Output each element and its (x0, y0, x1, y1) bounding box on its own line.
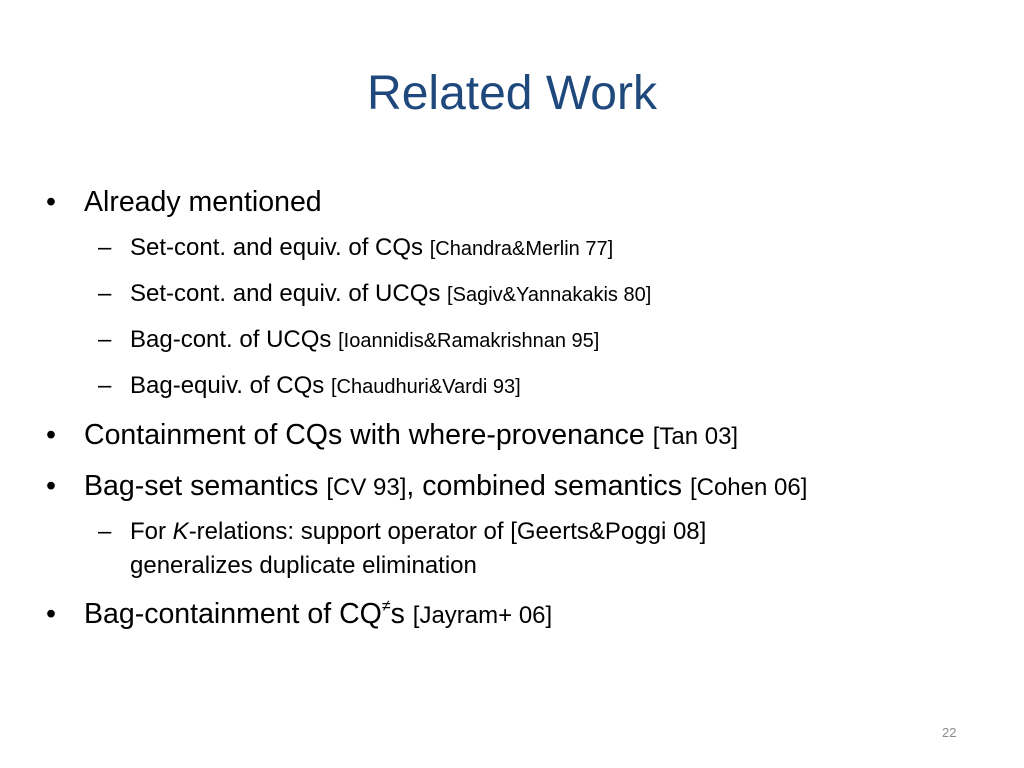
sub-bullet-line2: generalizes duplicate elimination (130, 552, 477, 579)
page-number: 22 (942, 725, 957, 740)
dash-icon: – (98, 326, 112, 353)
bullet-text: Containment of CQs with where-provenance (84, 419, 645, 451)
citation: [Chandra&Merlin 77] (429, 238, 614, 260)
sub-bullet-text-cont: -relations: support operator of [Geerts&Poggi 08] (188, 518, 707, 545)
dash-icon: – (98, 280, 112, 307)
sub-bullet-bag-cont (46, 323, 996, 358)
bullet-text: Already mentioned (84, 186, 322, 218)
k-italic: K (172, 518, 189, 545)
sub-bullet-text: For (130, 518, 166, 545)
dash-icon: – (98, 372, 112, 399)
bullet-text: Bag-set semantics (84, 470, 319, 502)
dash-icon: – (98, 234, 112, 261)
bullet-containment (46, 415, 996, 457)
citation: [CV 93] (326, 474, 407, 501)
bullet-text-cont: , combined semantics (406, 470, 683, 502)
sub-bullet-k-relations (46, 515, 996, 583)
bullet-icon: • (46, 470, 56, 502)
slide-body (46, 182, 996, 648)
sub-bullet-text: Bag-equiv. of CQs (130, 372, 325, 399)
citation: [Ioannidis&Ramakrishnan 95] (338, 330, 600, 352)
bullet-icon: • (46, 186, 56, 218)
slide-title: Related Work (367, 67, 657, 120)
bullet-icon: • (46, 419, 56, 451)
sub-bullet-text: Set-cont. and equiv. of UCQs (130, 280, 441, 307)
bullet-text: Bag-containment of CQ (84, 598, 382, 630)
citation: [Sagiv&Yannakakis 80] (447, 284, 652, 306)
sub-bullet-bag-equiv (46, 369, 996, 404)
bullet-already-mentioned (46, 182, 996, 222)
sub-bullet-cqs (46, 231, 996, 266)
citation: [Jayram+ 06] (412, 602, 553, 629)
dash-icon: – (98, 518, 112, 545)
sub-bullet-text: Bag-cont. of UCQs (130, 326, 332, 353)
citation: [Tan 03] (652, 423, 739, 450)
bullet-suffix: s (390, 598, 405, 630)
sub-bullet-text: Set-cont. and equiv. of CQs (130, 234, 424, 261)
citation: [Chaudhuri&Vardi 93] (330, 376, 521, 398)
bullet-bag-set (46, 466, 996, 508)
not-equal-superscript: ≠ (381, 598, 391, 615)
citation: [Cohen 06] (689, 474, 808, 501)
bullet-bag-containment (46, 594, 996, 639)
sub-bullet-ucqs (46, 277, 996, 312)
bullet-icon: • (46, 598, 56, 630)
